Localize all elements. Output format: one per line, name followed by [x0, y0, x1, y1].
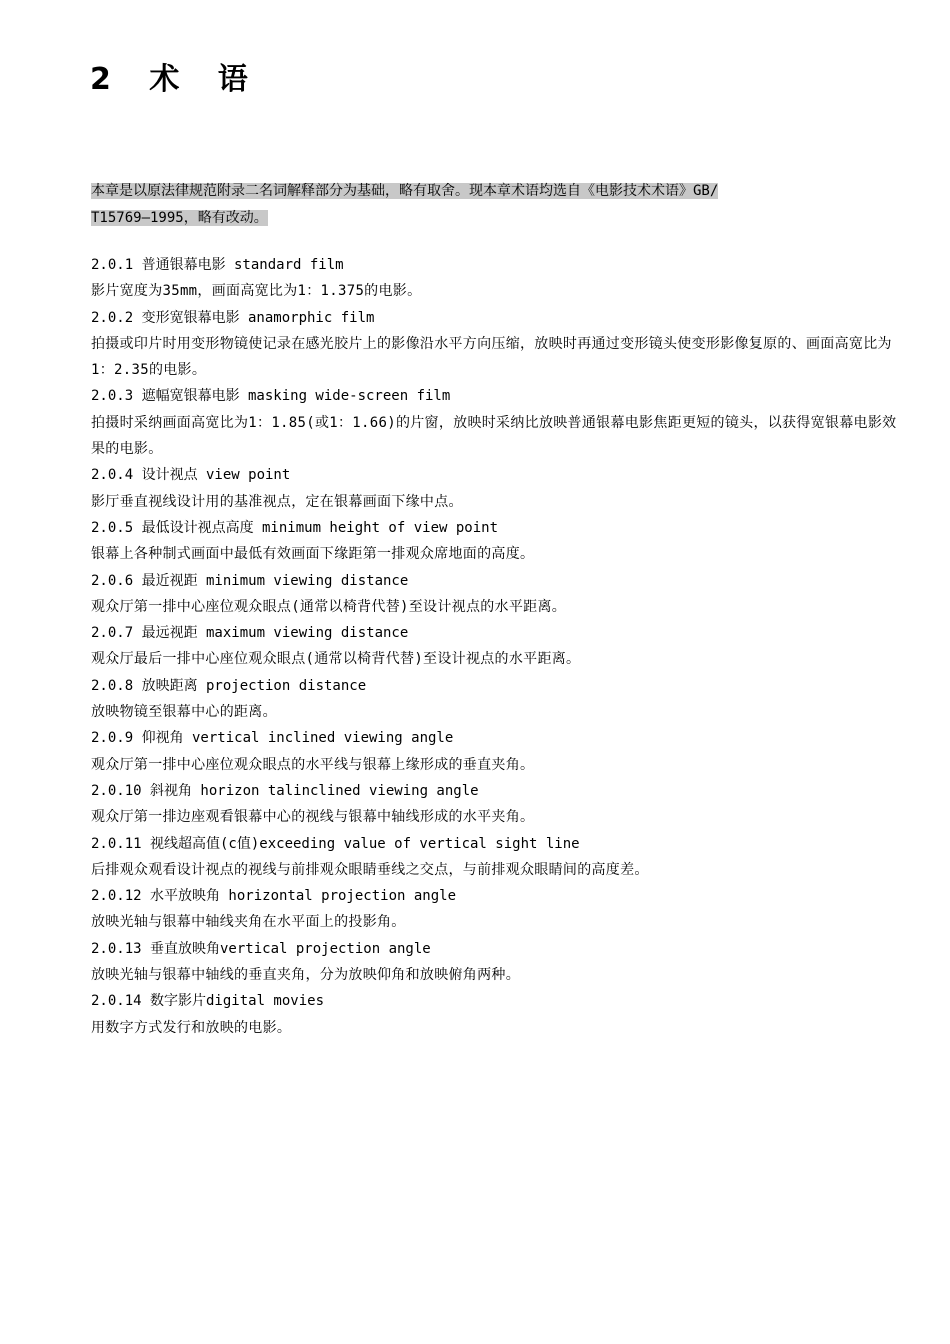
term-heading: 2.0.2 变形宽银幕电影 anamorphic film [91, 309, 375, 326]
term-definition: 影片宽度为35mm，画面高宽比为1：1.375的电影。 [91, 283, 422, 300]
terms-list [91, 252, 906, 1041]
term-definition: 放映光轴与银幕中轴线夹角在水平面上的投影角。 [91, 914, 406, 931]
term-entry [91, 383, 906, 462]
term-entry [91, 936, 906, 989]
term-entry [91, 462, 906, 515]
term-definition: 观众厅第一排中心座位观众眼点的水平线与银幕上缘形成的垂直夹角。 [91, 756, 535, 773]
chapter-intro [91, 178, 891, 231]
term-heading: 2.0.8 放映距离 projection distance [91, 677, 367, 694]
term-definition: 放映光轴与银幕中轴线的垂直夹角，分为放映仰角和放映俯角两种。 [91, 967, 520, 984]
term-heading: 2.0.14 数字影片digital movies [91, 993, 325, 1010]
term-entry [91, 252, 906, 305]
term-definition: 放映物镜至银幕中心的距离。 [91, 704, 277, 721]
term-heading: 2.0.5 最低设计视点高度 minimum height of view point [91, 519, 499, 536]
term-definition: 观众厅第一排中心座位观众眼点(通常以椅背代替)至设计视点的水平距离。 [91, 598, 567, 615]
term-heading: 2.0.6 最近视距 minimum viewing distance [91, 572, 409, 589]
term-heading: 2.0.3 遮幅宽银幕电影 masking wide-screen film [91, 388, 451, 405]
term-entry [91, 988, 906, 1041]
term-definition: 拍摄时采纳画面高宽比为1：1.85(或1：1.66)的片窗，放映时采纳比放映普通银幕电影焦距更短的镜头，以获得宽银幕电影效果的电影。 [91, 414, 897, 458]
term-definition: 后排观众观看设计视点的视线与前排观众眼睛垂线之交点，与前排观众眼睛间的高度差。 [91, 861, 649, 878]
term-heading: 2.0.9 仰视角 vertical inclined viewing angle [91, 730, 454, 747]
term-entry [91, 778, 906, 831]
term-definition: 影厅垂直视线设计用的基准视点，定在银幕画面下缘中点。 [91, 493, 463, 510]
term-entry [91, 568, 906, 621]
term-heading: 2.0.4 设计视点 view point [91, 467, 291, 484]
term-definition: 用数字方式发行和放映的电影。 [91, 1019, 292, 1036]
term-entry [91, 305, 906, 384]
term-definition: 拍摄或印片时用变形物镜使记录在感光胶片上的影像沿水平方向压缩，放映时再通过变形镜头使变形影像复原的、画面高宽比为1：2.35的电影。 [91, 335, 892, 379]
term-entry [91, 831, 906, 884]
term-definition: 观众厅最后一排中心座位观众眼点(通常以椅背代替)至设计视点的水平距离。 [91, 651, 581, 668]
term-entry [91, 620, 906, 673]
term-entry [91, 883, 906, 936]
term-entry [91, 515, 906, 568]
term-definition: 银幕上各种制式画面中最低有效画面下缘距第一排观众席地面的高度。 [91, 546, 535, 563]
term-entry [91, 673, 906, 726]
term-heading: 2.0.11 视线超高值(c值)exceeding value of vertical sight line [91, 835, 580, 852]
term-heading: 2.0.10 斜视角 horizon talinclined viewing angle [91, 782, 479, 799]
intro-line-2: T15769—1995，略有改动。 [91, 209, 268, 226]
term-entry [91, 725, 906, 778]
term-heading: 2.0.13 垂直放映角vertical projection angle [91, 940, 431, 957]
intro-line-1: 本章是以原法律规范附录二名词解释部分为基础，略有取舍。现本章术语均选自《电影技术术语》GB/ [91, 183, 719, 199]
term-definition: 观众厅第一排边座观看银幕中心的视线与银幕中轴线形成的水平夹角。 [91, 809, 535, 826]
term-heading: 2.0.12 水平放映角 horizontal projection angle [91, 888, 457, 905]
term-heading: 2.0.7 最远视距 maximum viewing distance [91, 625, 409, 642]
term-heading: 2.0.1 普通银幕电影 standard film [91, 257, 344, 273]
chapter-title: 2 术 语 [90, 62, 262, 97]
